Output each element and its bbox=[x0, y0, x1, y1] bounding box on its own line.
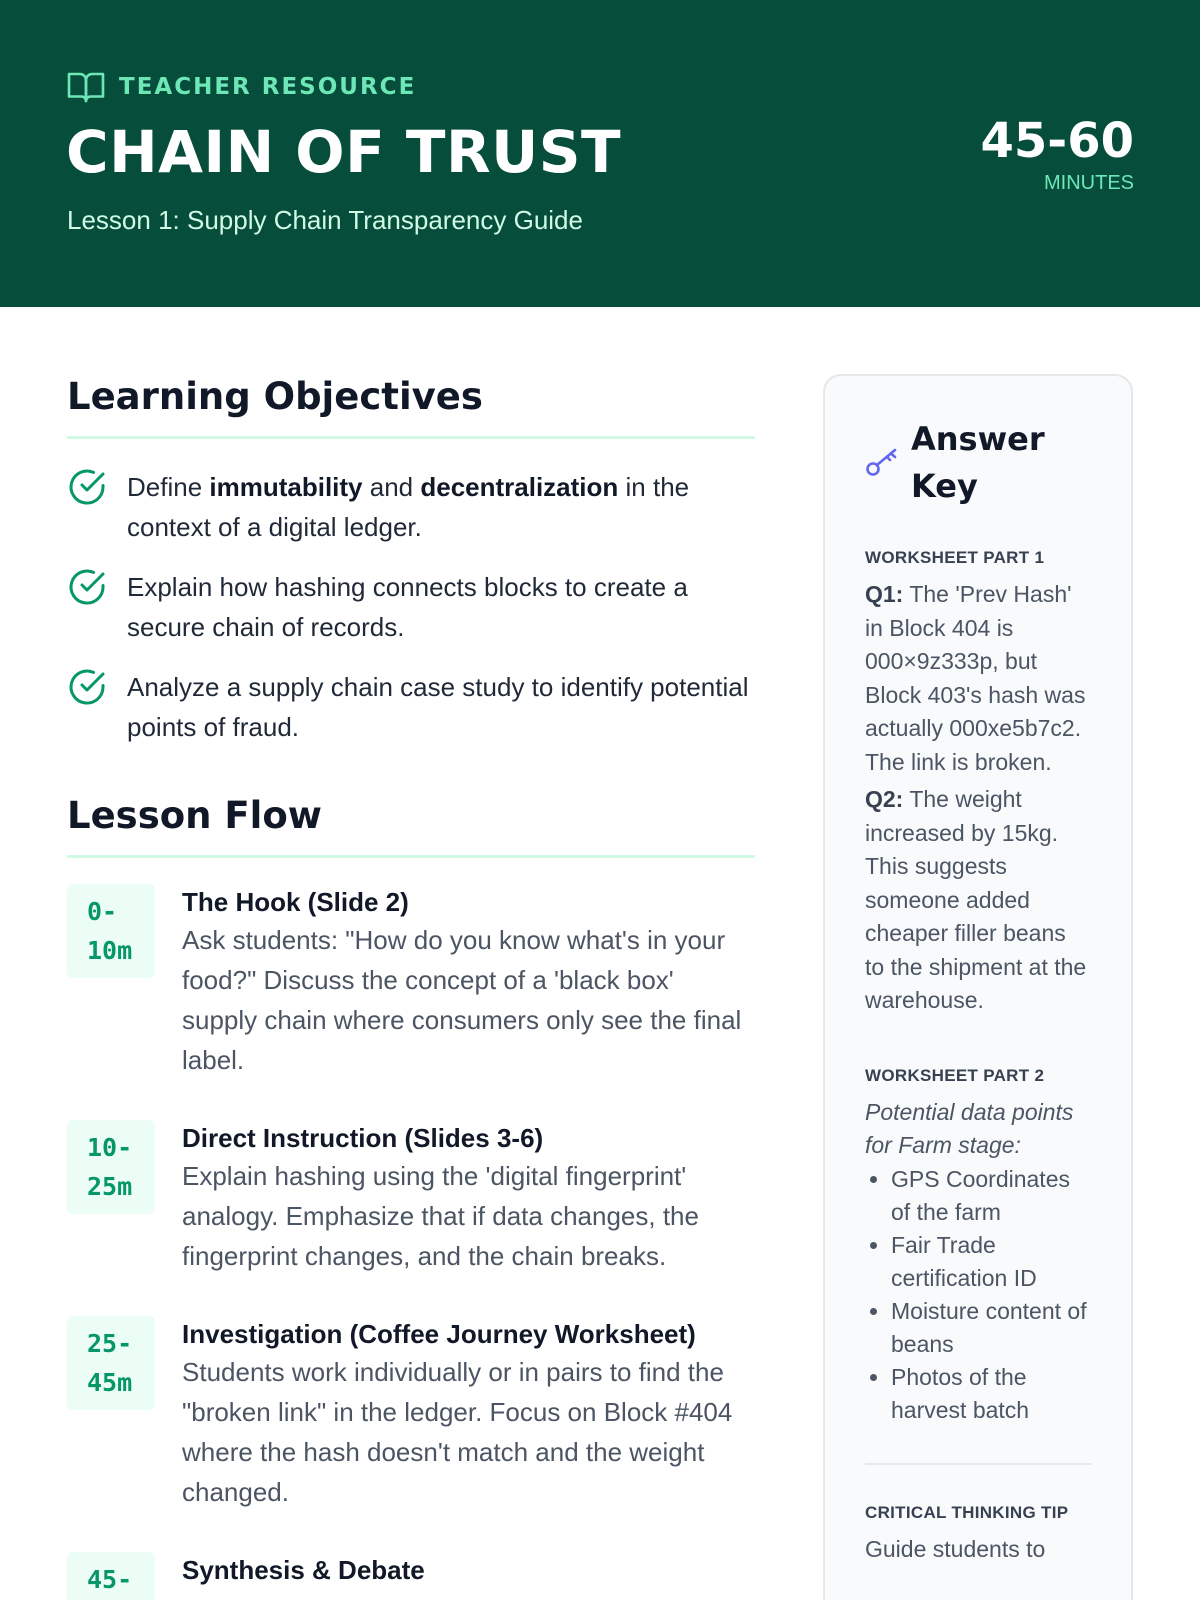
step-description: Explain hashing using the 'digital fingerprint' analogy. Emphasize that if data changes, the fingerprint changes, and the chain breaks. bbox=[182, 1161, 699, 1271]
step-title: The Hook (Slide 2) bbox=[182, 887, 409, 917]
tip-text: Guide students to bbox=[865, 1535, 1046, 1562]
part2-intro: Potential data points for Farm stage: bbox=[865, 1098, 1074, 1158]
step-time-badge: 25- 45m bbox=[67, 1316, 155, 1410]
lesson-step bbox=[67, 884, 755, 1080]
answer-q1: Q1: The 'Prev Hash' in Block 404 is 000×9z333p, but Block 403's hash was actually 000xe5b7c2. The link is broken. bbox=[865, 581, 1086, 775]
list-item: • Moisture content of beans bbox=[891, 1295, 1091, 1361]
duration-unit: MINUTES bbox=[1044, 172, 1134, 194]
step-body bbox=[182, 1120, 755, 1276]
duration bbox=[980, 112, 1134, 195]
step-body bbox=[182, 884, 755, 1080]
lesson-steps bbox=[67, 884, 755, 1600]
list-item: • Fair Trade certification ID bbox=[891, 1229, 1091, 1295]
answer-key-header bbox=[865, 416, 1091, 510]
objectives-title: Learning Objectives bbox=[67, 375, 483, 418]
part1-label: WORKSHEET PART 1 bbox=[865, 548, 1045, 567]
aside-divider bbox=[865, 1463, 1091, 1465]
lesson-flow-title: Lesson Flow bbox=[67, 794, 322, 837]
objective-text: Define immutability and decentralization in the context of a digital ledger. bbox=[127, 472, 690, 542]
list-item: • GPS Coordinates of the farm bbox=[891, 1163, 1091, 1229]
lesson-step bbox=[67, 1120, 755, 1276]
objective-item bbox=[67, 467, 755, 547]
section-divider bbox=[67, 855, 755, 858]
answer-q2: Q2: The weight increased by 15kg. This suggests someone added cheaper filler beans to the shipment at the warehouse. bbox=[865, 786, 1087, 1013]
answer-key-title: Answer Key bbox=[911, 420, 1045, 505]
tip-label: CRITICAL THINKING TIP bbox=[865, 1502, 1069, 1522]
step-time-badge: 0- 10m bbox=[67, 884, 155, 978]
main-content bbox=[67, 372, 755, 1600]
step-description: Ask students: "How do you know what's in your food?" Discuss the concept of a 'black box' supply chain where consumers only see the final label. bbox=[182, 925, 742, 1075]
eyebrow-label: TEACHER RESOURCE bbox=[119, 74, 417, 100]
part2-label: WORKSHEET PART 2 bbox=[865, 1065, 1045, 1085]
step-body bbox=[182, 1316, 755, 1512]
page-title: CHAIN OF TRUST bbox=[66, 118, 622, 186]
step-title: Synthesis & Debate bbox=[182, 1555, 425, 1585]
book-icon bbox=[67, 70, 105, 104]
lesson-step bbox=[67, 1316, 755, 1512]
answer-key-panel bbox=[823, 374, 1133, 1600]
objectives-list bbox=[67, 467, 755, 747]
step-body bbox=[182, 1552, 755, 1600]
duration-value: 45-60 bbox=[980, 113, 1134, 169]
page-subtitle: Lesson 1: Supply Chain Transparency Guide bbox=[67, 205, 583, 235]
check-circle-icon bbox=[67, 467, 107, 507]
step-time-badge: 45- bbox=[67, 1552, 155, 1600]
check-circle-icon bbox=[67, 667, 107, 707]
step-description: Students work individually or in pairs to find the "broken link" in the ledger. Focus on Block #404 where the hash doesn't match and the weight changed. bbox=[182, 1357, 733, 1507]
objective-item bbox=[67, 567, 755, 647]
objective-item bbox=[67, 667, 755, 747]
step-time-badge: 10- 25m bbox=[67, 1120, 155, 1214]
list-item: • Photos of the harvest batch bbox=[891, 1361, 1091, 1427]
section-divider bbox=[67, 436, 755, 439]
objective-text: Explain how hashing connects blocks to create a secure chain of records. bbox=[127, 572, 688, 642]
key-icon bbox=[865, 444, 899, 482]
eyebrow bbox=[67, 70, 416, 104]
step-title: Direct Instruction (Slides 3-6) bbox=[182, 1123, 544, 1153]
page-header bbox=[0, 0, 1200, 307]
part2-list bbox=[865, 1163, 1091, 1427]
objective-text: Analyze a supply chain case study to identify potential points of fraud. bbox=[127, 672, 749, 742]
step-title: Investigation (Coffee Journey Worksheet) bbox=[182, 1319, 696, 1349]
lesson-step bbox=[67, 1552, 755, 1600]
check-circle-icon bbox=[67, 567, 107, 607]
